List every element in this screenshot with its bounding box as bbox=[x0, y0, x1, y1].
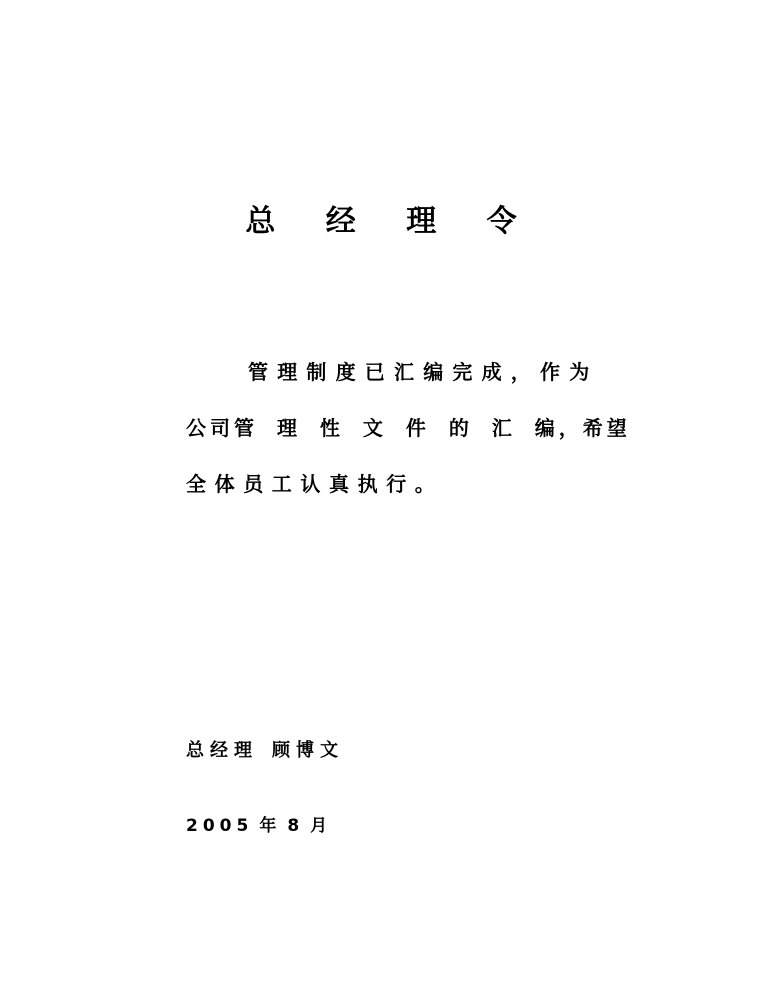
date-month-unit: 月 bbox=[310, 816, 333, 836]
body-line-2: 公司管 理 性 文 件 的 汇 编，希望 bbox=[186, 416, 631, 440]
signature-position: 总经理 bbox=[186, 740, 258, 761]
date-month: 8 bbox=[287, 816, 305, 836]
body-line-1: 管理制度已汇编完成，作为 bbox=[248, 360, 599, 384]
signature-block bbox=[186, 738, 344, 764]
date-year: 2005 bbox=[186, 816, 254, 836]
document-date bbox=[186, 814, 338, 838]
body-line-3: 全体员工认真执行。 bbox=[186, 472, 444, 496]
document-title: 总 经 理 令 bbox=[245, 204, 537, 239]
date-year-unit: 年 bbox=[259, 816, 282, 836]
signature-name: 顾博文 bbox=[272, 740, 344, 761]
